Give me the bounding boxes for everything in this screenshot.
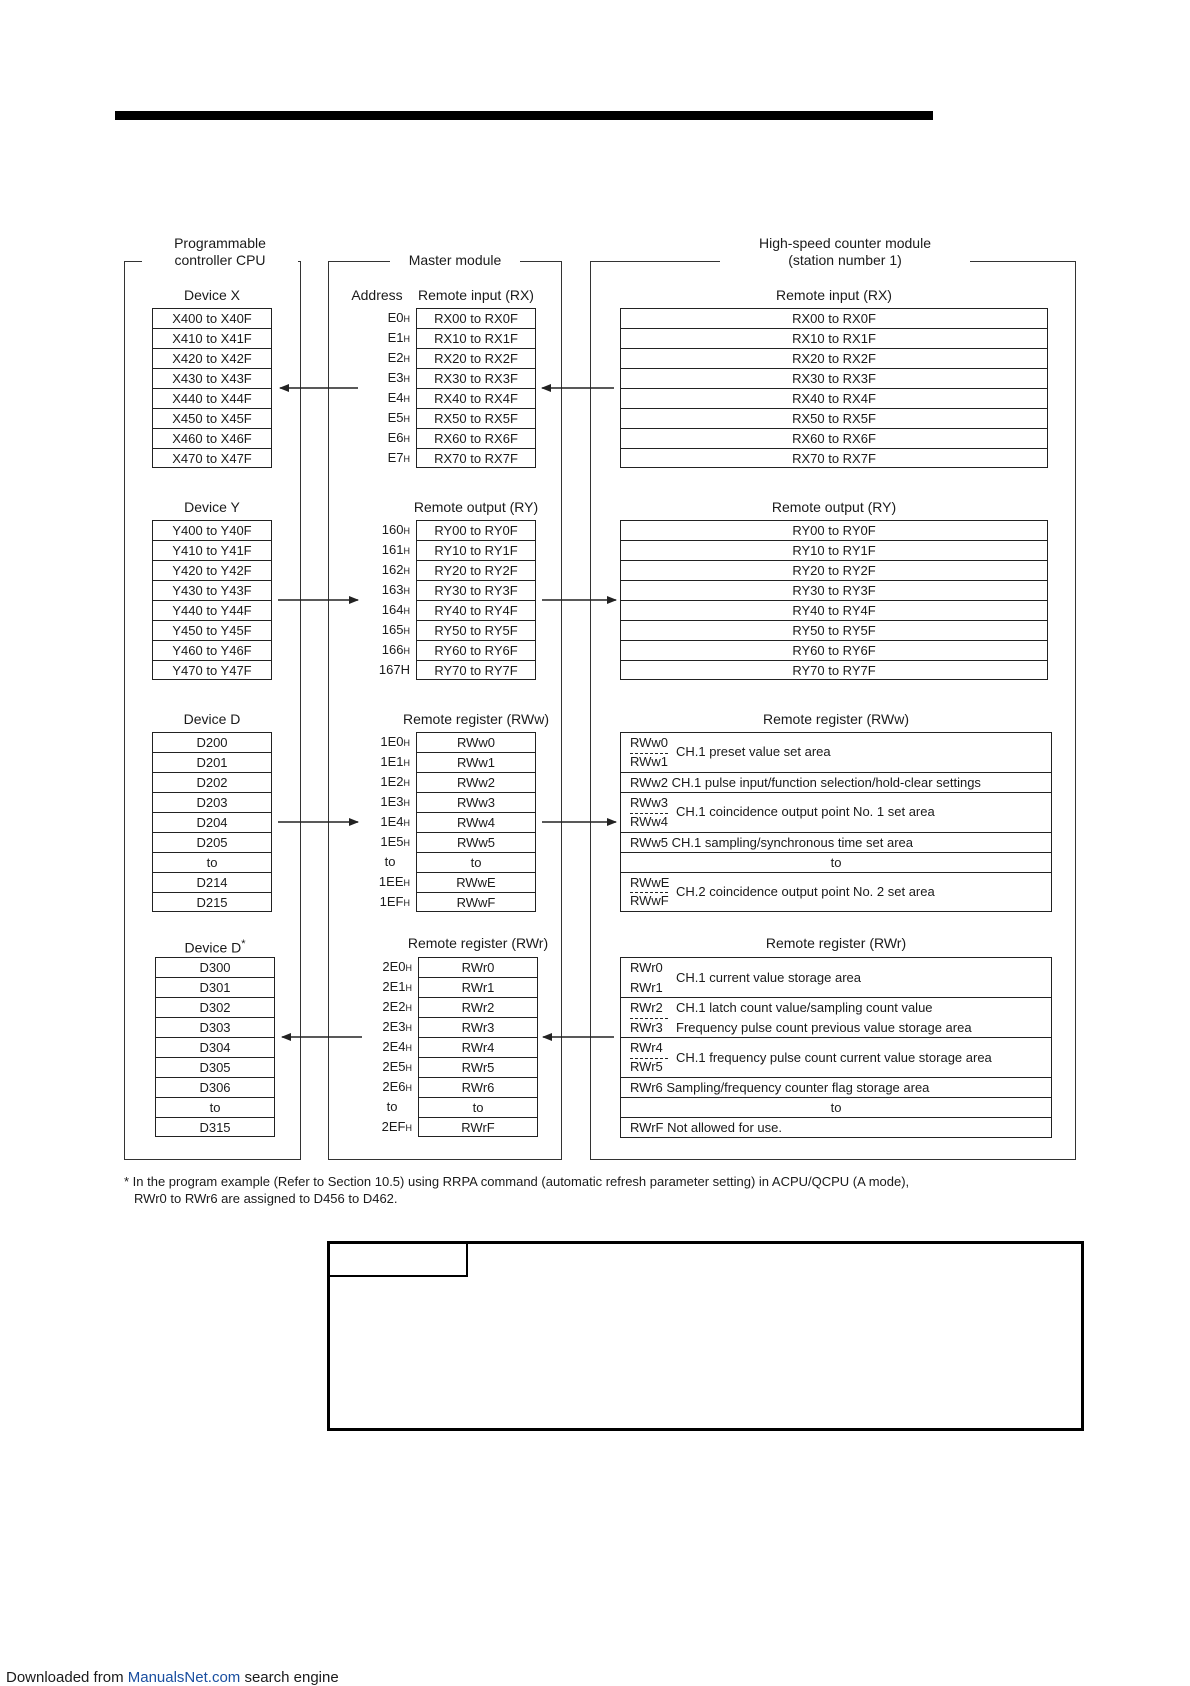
address-cell: E1H (387, 330, 410, 345)
point-box-tab (330, 1244, 468, 1277)
table-row: D201 (153, 753, 271, 773)
address-cell: 160H (381, 522, 410, 537)
cpu-frame-title: Programmable controller CPU (142, 235, 298, 269)
address-cell: 165H (381, 622, 410, 637)
table-row: RWr1 (419, 978, 537, 998)
table-row: RX00 to RX0F (417, 309, 535, 329)
table-row: Y460 to Y46F (153, 641, 271, 661)
table-row: D303 (156, 1018, 274, 1038)
table-row: D214 (153, 873, 271, 893)
address-cell: E7H (387, 450, 410, 465)
table-row: D200 (153, 733, 271, 753)
register-name: RWwE (630, 875, 670, 890)
table-row: Y450 to Y45F (153, 621, 271, 641)
table-row: RWr3 (419, 1018, 537, 1038)
rwr-master-label: Remote register (RWr) (407, 935, 549, 951)
footnote-line-2: RWr0 to RWr6 are assigned to D456 to D462. (134, 1191, 398, 1206)
address-cell: 2E1H (382, 979, 412, 994)
address-cell: 2E4H (382, 1039, 412, 1054)
table-row: RX50 to RX5F (621, 409, 1047, 429)
register-name: RWr0 (630, 960, 663, 975)
table-row: RY70 to RY7F (792, 663, 876, 678)
register-description: RWw5 CH.1 sampling/synchronous time set area (630, 835, 913, 850)
address-cell: to (386, 1099, 398, 1114)
address-cell: 2E5H (382, 1059, 412, 1074)
table-row: RX40 to RX4F (417, 389, 535, 409)
table-row: RX60 to RX6F (417, 429, 535, 449)
table-row: RY20 to RY2F (621, 561, 1047, 581)
table-row: X400 to X40F (153, 309, 271, 329)
address-cell: 1E1H (380, 754, 410, 769)
hscm-frame-title: High-speed counter module (station number 1) (720, 235, 970, 269)
table-row: D302 (156, 998, 274, 1018)
table-row: X460 to X46F (153, 429, 271, 449)
table-row: Y470 to Y47F (172, 663, 252, 678)
table-row: RY40 to RY4F (417, 601, 535, 621)
table-row: X410 to X41F (153, 329, 271, 349)
table-row: RY50 to RY5F (417, 621, 535, 641)
table-row: Y420 to Y42F (153, 561, 271, 581)
register-name: RWr3 (630, 1020, 663, 1035)
table-row: RY10 to RY1F (417, 541, 535, 561)
table-row: X450 to X45F (153, 409, 271, 429)
register-description: Frequency pulse count previous value storage area (676, 1020, 972, 1035)
register-name: RWw1 (630, 754, 669, 769)
address-cell: 162H (381, 562, 410, 577)
table-row: RX70 to RX7F (434, 451, 518, 466)
address-cell: E2H (387, 350, 410, 365)
table-row: D204 (153, 813, 271, 833)
table-row: Y400 to Y40F (153, 521, 271, 541)
register-name: RWr4 (630, 1040, 663, 1055)
rww-master-label: Remote register (RWw) (403, 711, 549, 727)
address-cell: E5H (387, 410, 410, 425)
table-row: RY60 to RY6F (417, 641, 535, 661)
address-cell: E3H (387, 370, 410, 385)
table-row: RY40 to RY4F (621, 601, 1047, 621)
table-row: RWwF (456, 895, 496, 910)
register-description: CH.1 current value storage area (676, 970, 861, 985)
address-cell: 2EFH (381, 1119, 412, 1134)
address-cell: E0H (387, 310, 410, 325)
table-row: RX20 to RX2F (621, 349, 1047, 369)
footnote-line-1: * In the program example (Refer to Section 10.5) using RRPA command (automatic refresh parameter setting) in ACPU/QCPU (A mode), (124, 1174, 910, 1189)
table-row: RY60 to RY6F (621, 641, 1047, 661)
rx-hscm-label: Remote input (RX) (776, 287, 892, 303)
register-name: RWw4 (630, 814, 669, 829)
address-cell: 2E6H (382, 1079, 412, 1094)
footnote (124, 1173, 909, 1207)
table-row: D301 (156, 978, 274, 998)
register-description: CH.1 frequency pulse count current value storage area (676, 1050, 992, 1065)
table-row: RX70 to RX7F (792, 451, 876, 466)
address-cell: 1E0H (380, 734, 410, 749)
register-description: CH.1 coincidence output point No. 1 set area (676, 804, 935, 819)
table-row: to (621, 1098, 1051, 1118)
address-cell: 167H (378, 662, 410, 677)
ry-cpu-label: Device Y (184, 499, 240, 515)
table-row: RY70 to RY7F (434, 663, 518, 678)
table-row: RWwE (417, 873, 535, 893)
address-cell: 166H (381, 642, 410, 657)
table-row: to (156, 1098, 274, 1118)
table-row: RWr4 (419, 1038, 537, 1058)
table-row: RY20 to RY2F (417, 561, 535, 581)
table-row: RWrF (461, 1120, 495, 1135)
table-row: RX30 to RX3F (621, 369, 1047, 389)
address-cell: 161H (381, 542, 410, 557)
table-row: D300 (156, 958, 274, 978)
table-row: RX00 to RX0F (621, 309, 1047, 329)
download-suffix: search engine (240, 1669, 339, 1686)
point-box (327, 1241, 1084, 1431)
table-row: D315 (199, 1120, 231, 1135)
table-row: RY30 to RY3F (621, 581, 1047, 601)
table-row: RWr6 (419, 1078, 537, 1098)
table-row: RY00 to RY0F (621, 521, 1047, 541)
table-row: Y410 to Y41F (153, 541, 271, 561)
table-row: D202 (153, 773, 271, 793)
table-row: RWw3 (417, 793, 535, 813)
table-row: X470 to X47F (172, 451, 252, 466)
address-cell: 1EFH (379, 894, 410, 909)
footnote-marker: * (241, 938, 246, 950)
address-cell: 164H (381, 602, 410, 617)
table-row: D203 (153, 793, 271, 813)
table-row: RX30 to RX3F (417, 369, 535, 389)
table-row: X420 to X42F (153, 349, 271, 369)
address-cell: 1EEH (378, 874, 410, 889)
table-row: D305 (156, 1058, 274, 1078)
register-name: RWw0 (630, 735, 669, 750)
register-description: CH.2 coincidence output point No. 2 set area (676, 884, 935, 899)
address-cell: 163H (381, 582, 410, 597)
address-cell: to (384, 854, 396, 869)
table-row: RX60 to RX6F (621, 429, 1047, 449)
address-cell: 2E0H (382, 959, 412, 974)
address-cell: 1E4H (380, 814, 410, 829)
table-row: RWw1 (417, 753, 535, 773)
table-row: RY50 to RY5F (621, 621, 1047, 641)
rx-master-label: Remote input (RX) (418, 287, 534, 303)
address-cell: 1E2H (380, 774, 410, 789)
table-row: to (621, 853, 1051, 873)
table-row: RY30 to RY3F (417, 581, 535, 601)
manualsnet-link[interactable]: ManualsNet.com (127, 1669, 241, 1686)
table-row: RX10 to RX1F (621, 329, 1047, 349)
table-row: RWr5 (419, 1058, 537, 1078)
rwr-hscm-label: Remote register (RWr) (765, 935, 907, 951)
register-name: RWw3 (630, 795, 669, 810)
ry-master-label: Remote output (RY) (413, 499, 539, 515)
table-row: RY00 to RY0F (417, 521, 535, 541)
table-row: D215 (196, 895, 228, 910)
download-prefix: Downloaded from (6, 1669, 128, 1686)
rwr-cpu-label-text: Device D (184, 939, 242, 956)
table-row: D205 (153, 833, 271, 853)
table-row: RX40 to RX4F (621, 389, 1047, 409)
table-row: X430 to X43F (153, 369, 271, 389)
table-row: RX20 to RX2F (417, 349, 535, 369)
table-row: RX10 to RX1F (417, 329, 535, 349)
address-cell: 1E5H (380, 834, 410, 849)
table-row: RWr0 (419, 958, 537, 978)
address-cell: 2E2H (382, 999, 412, 1014)
register-name: RWr5 (630, 1059, 663, 1074)
register-name: RWr2 (630, 1000, 663, 1015)
register-description: RWr6 Sampling/frequency counter flag storage area (630, 1080, 930, 1095)
download-notice (6, 1669, 339, 1686)
register-description: CH.1 latch count value/sampling count value (676, 1000, 933, 1015)
table-row: X440 to X44F (153, 389, 271, 409)
table-row: to (419, 1098, 537, 1118)
master-frame-title: Master module (390, 252, 520, 269)
table-row: Y440 to Y44F (153, 601, 271, 621)
register-description: CH.1 preset value set area (676, 744, 831, 759)
register-name: RWwF (630, 893, 669, 908)
table-row: RWw4 (417, 813, 535, 833)
table-row: RWw2 (417, 773, 535, 793)
table-row: RY10 to RY1F (621, 541, 1047, 561)
address-cell: E6H (387, 430, 410, 445)
table-row: RWw0 (417, 733, 535, 753)
rx-cpu-label: Device X (183, 287, 241, 303)
rx-addr-label: Address (351, 287, 403, 303)
address-cell: 1E3H (380, 794, 410, 809)
table-row: RWr2 (419, 998, 537, 1018)
table-row: to (153, 853, 271, 873)
address-cell: E4H (387, 390, 410, 405)
rww-hscm-label: Remote register (RWw) (763, 711, 909, 727)
register-name: RWr1 (630, 980, 663, 995)
table-row: to (417, 853, 535, 873)
register-description: RWrF Not allowed for use. (630, 1120, 782, 1135)
register-description: RWw2 CH.1 pulse input/function selection/hold-clear settings (630, 775, 981, 790)
table-row: D304 (156, 1038, 274, 1058)
table-row: Y430 to Y43F (153, 581, 271, 601)
table-row: D306 (156, 1078, 274, 1098)
address-cell: 2E3H (382, 1019, 412, 1034)
table-row: RWw5 (417, 833, 535, 853)
table-row: RX50 to RX5F (417, 409, 535, 429)
ry-hscm-label: Remote output (RY) (771, 499, 897, 515)
rww-cpu-label: Device D (183, 711, 241, 727)
